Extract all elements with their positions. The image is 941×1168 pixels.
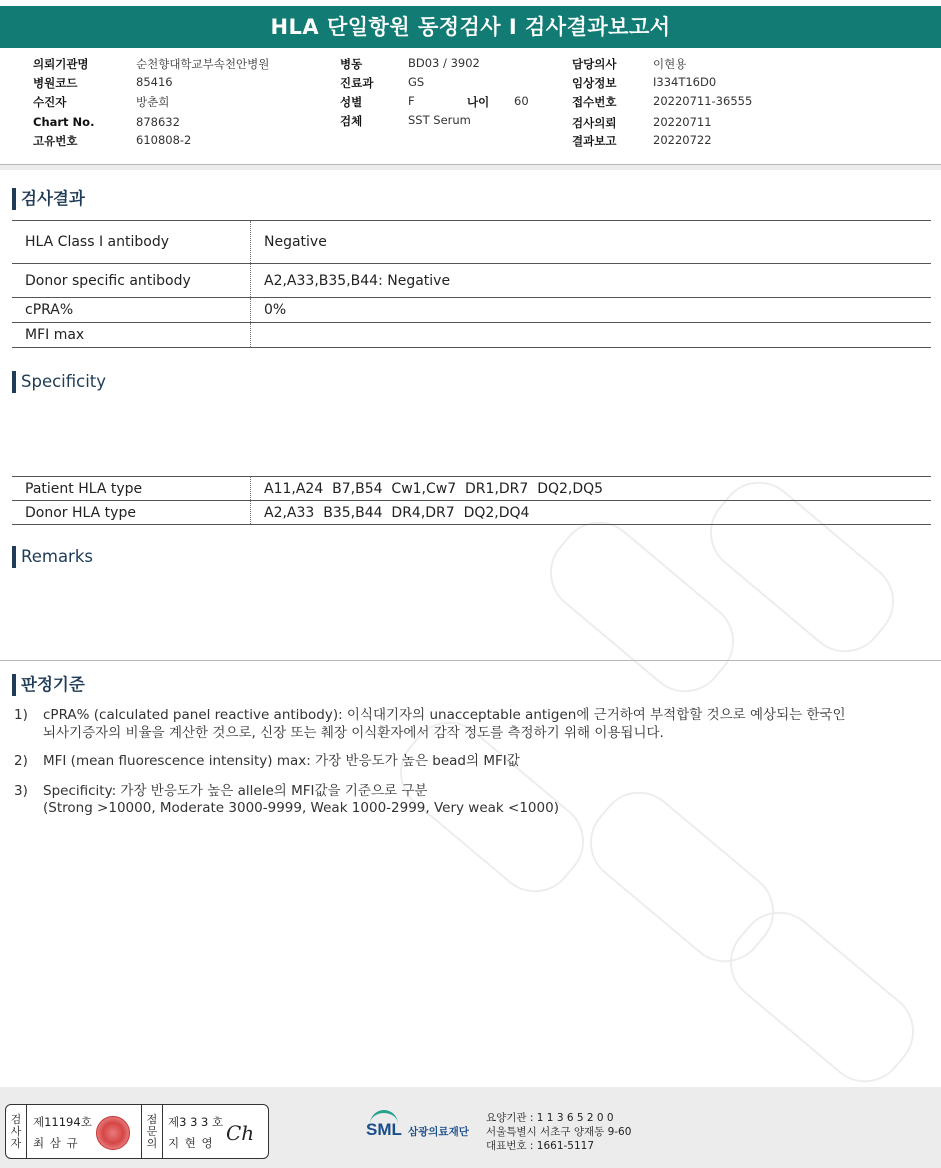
- checker-number: 제3 3 3 호: [168, 1115, 224, 1129]
- row-label: Donor HLA type: [12, 501, 251, 525]
- table-row: [12, 477, 931, 501]
- age-label: 나이: [467, 95, 490, 109]
- info-label: 고유번호: [33, 134, 78, 148]
- inst-code: 요양기관 : 1 1 3 6 5 2 0 0: [486, 1112, 614, 1124]
- info-label: 임상정보: [572, 76, 617, 90]
- criteria-number: 1): [14, 707, 28, 723]
- row-value: Negative: [251, 221, 932, 264]
- age-value: 60: [514, 94, 529, 108]
- info-label: 의뢰기관명: [33, 57, 89, 71]
- row-value: A2,A33 B35,B44 DR4,DR7 DQ2,DQ4: [251, 501, 932, 525]
- row-label: Patient HLA type: [12, 477, 251, 501]
- report-title: HLA 단일항원 동정검사 I 검사결과보고서: [0, 6, 941, 48]
- row-label: MFI max: [12, 323, 251, 348]
- criteria-number: 3): [14, 783, 28, 799]
- table-row: [12, 264, 931, 298]
- info-label: Chart No.: [33, 115, 95, 129]
- specificity-table: [12, 476, 931, 525]
- divider: [0, 660, 941, 661]
- info-label: 담당의사: [572, 57, 617, 71]
- patient-info: [0, 56, 941, 156]
- inst-phone: 대표번호 : 1661-5117: [486, 1140, 595, 1152]
- label-char: 사: [10, 1124, 22, 1138]
- info-value: 20220711-36555: [653, 94, 753, 108]
- info-value: 이현용: [653, 57, 687, 71]
- info-value: SST Serum: [408, 113, 471, 127]
- info-label: 성별: [340, 95, 363, 109]
- row-label: HLA Class I antibody: [12, 221, 251, 264]
- row-value: [251, 323, 932, 348]
- info-label: 접수번호: [572, 95, 617, 109]
- label-char: 검: [10, 1112, 22, 1126]
- info-label: 병원코드: [33, 76, 78, 90]
- table-row: [12, 221, 931, 264]
- institution-info: [486, 1111, 631, 1153]
- info-value: GS: [408, 75, 425, 89]
- info-value: 방춘희: [136, 95, 170, 109]
- info-value: BD03 / 3902: [408, 56, 480, 70]
- info-value: 20220722: [653, 133, 712, 147]
- tester-number: 제11194호: [33, 1115, 92, 1129]
- signature-box: [5, 1104, 269, 1159]
- info-label: 병동: [340, 57, 363, 71]
- info-value: 85416: [136, 75, 173, 89]
- criteria-list: [14, 706, 924, 826]
- checker-label: [141, 1105, 163, 1158]
- info-label: 검체: [340, 114, 363, 128]
- info-value: 순천향대학교부속천안병원: [136, 57, 270, 71]
- row-label: Donor specific antibody: [12, 264, 251, 298]
- info-value: 878632: [136, 115, 180, 129]
- specificity-heading: Specificity: [12, 371, 106, 393]
- signature: Ch: [226, 1121, 255, 1145]
- divider-band: [0, 165, 941, 170]
- criteria-text: cPRA% (calculated panel reactive antibody): 이식대기자의 unacceptable antigen에 근거하여 부적합할 것으로 예상되는 한국인: [43, 707, 846, 723]
- remarks-heading: Remarks: [12, 546, 93, 568]
- row-value: A2,A33,B35,B44: Negative: [251, 264, 932, 298]
- label-char: 자: [10, 1136, 22, 1150]
- row-label: cPRA%: [12, 298, 251, 323]
- info-label: 수진자: [33, 95, 67, 109]
- table-row: [12, 501, 931, 525]
- logo-text: SML: [366, 1120, 402, 1139]
- row-value: A11,A24 B7,B54 Cw1,Cw7 DR1,DR7 DQ2,DQ5: [251, 477, 932, 501]
- criteria-number: 2): [14, 753, 28, 769]
- info-value: I334T16D0: [653, 75, 717, 89]
- table-row: [12, 298, 931, 323]
- results-heading: 검사결과: [12, 188, 85, 210]
- info-value: 610808-2: [136, 133, 192, 147]
- org-name: 삼광의료재단: [408, 1126, 469, 1138]
- info-value: F: [408, 94, 415, 108]
- info-label: 진료과: [340, 76, 374, 90]
- info-label: 결과보고: [572, 134, 617, 148]
- row-value: 0%: [251, 298, 932, 323]
- criteria-text: Specificity: 가장 반응도가 높은 allele의 MFI값을 기준으로 구분: [43, 783, 428, 799]
- criteria-text: 뇌사기증자의 비율을 계산한 것으로, 신장 또는 췌장 이식환자에서 감작 정도를 측정하기 위해 이용됩니다.: [43, 725, 664, 741]
- criteria-text: (Strong >10000, Moderate 3000-9999, Weak 1000-2999, Very weak <1000): [43, 800, 559, 816]
- checker-name: 지 현 영: [168, 1136, 214, 1150]
- info-value: 20220711: [653, 115, 712, 129]
- label-char: 문: [146, 1124, 158, 1138]
- inst-address: 서울특별시 서초구 양재동 9-60: [486, 1126, 632, 1138]
- results-table: [12, 220, 931, 348]
- label-char: 점: [146, 1112, 158, 1126]
- sml-logo: [366, 1110, 486, 1150]
- info-label: 검사의뢰: [572, 116, 617, 130]
- criteria-text: MFI (mean fluorescence intensity) max: 가장 반응도가 높은 bead의 MFI값: [43, 753, 520, 769]
- table-row: [12, 323, 931, 348]
- criteria-heading: 판정기준: [12, 674, 85, 696]
- label-char: 의: [146, 1136, 158, 1150]
- seal-stamp: [96, 1116, 130, 1150]
- tester-name: 최 삼 규: [33, 1136, 79, 1150]
- tester-label: [6, 1105, 27, 1158]
